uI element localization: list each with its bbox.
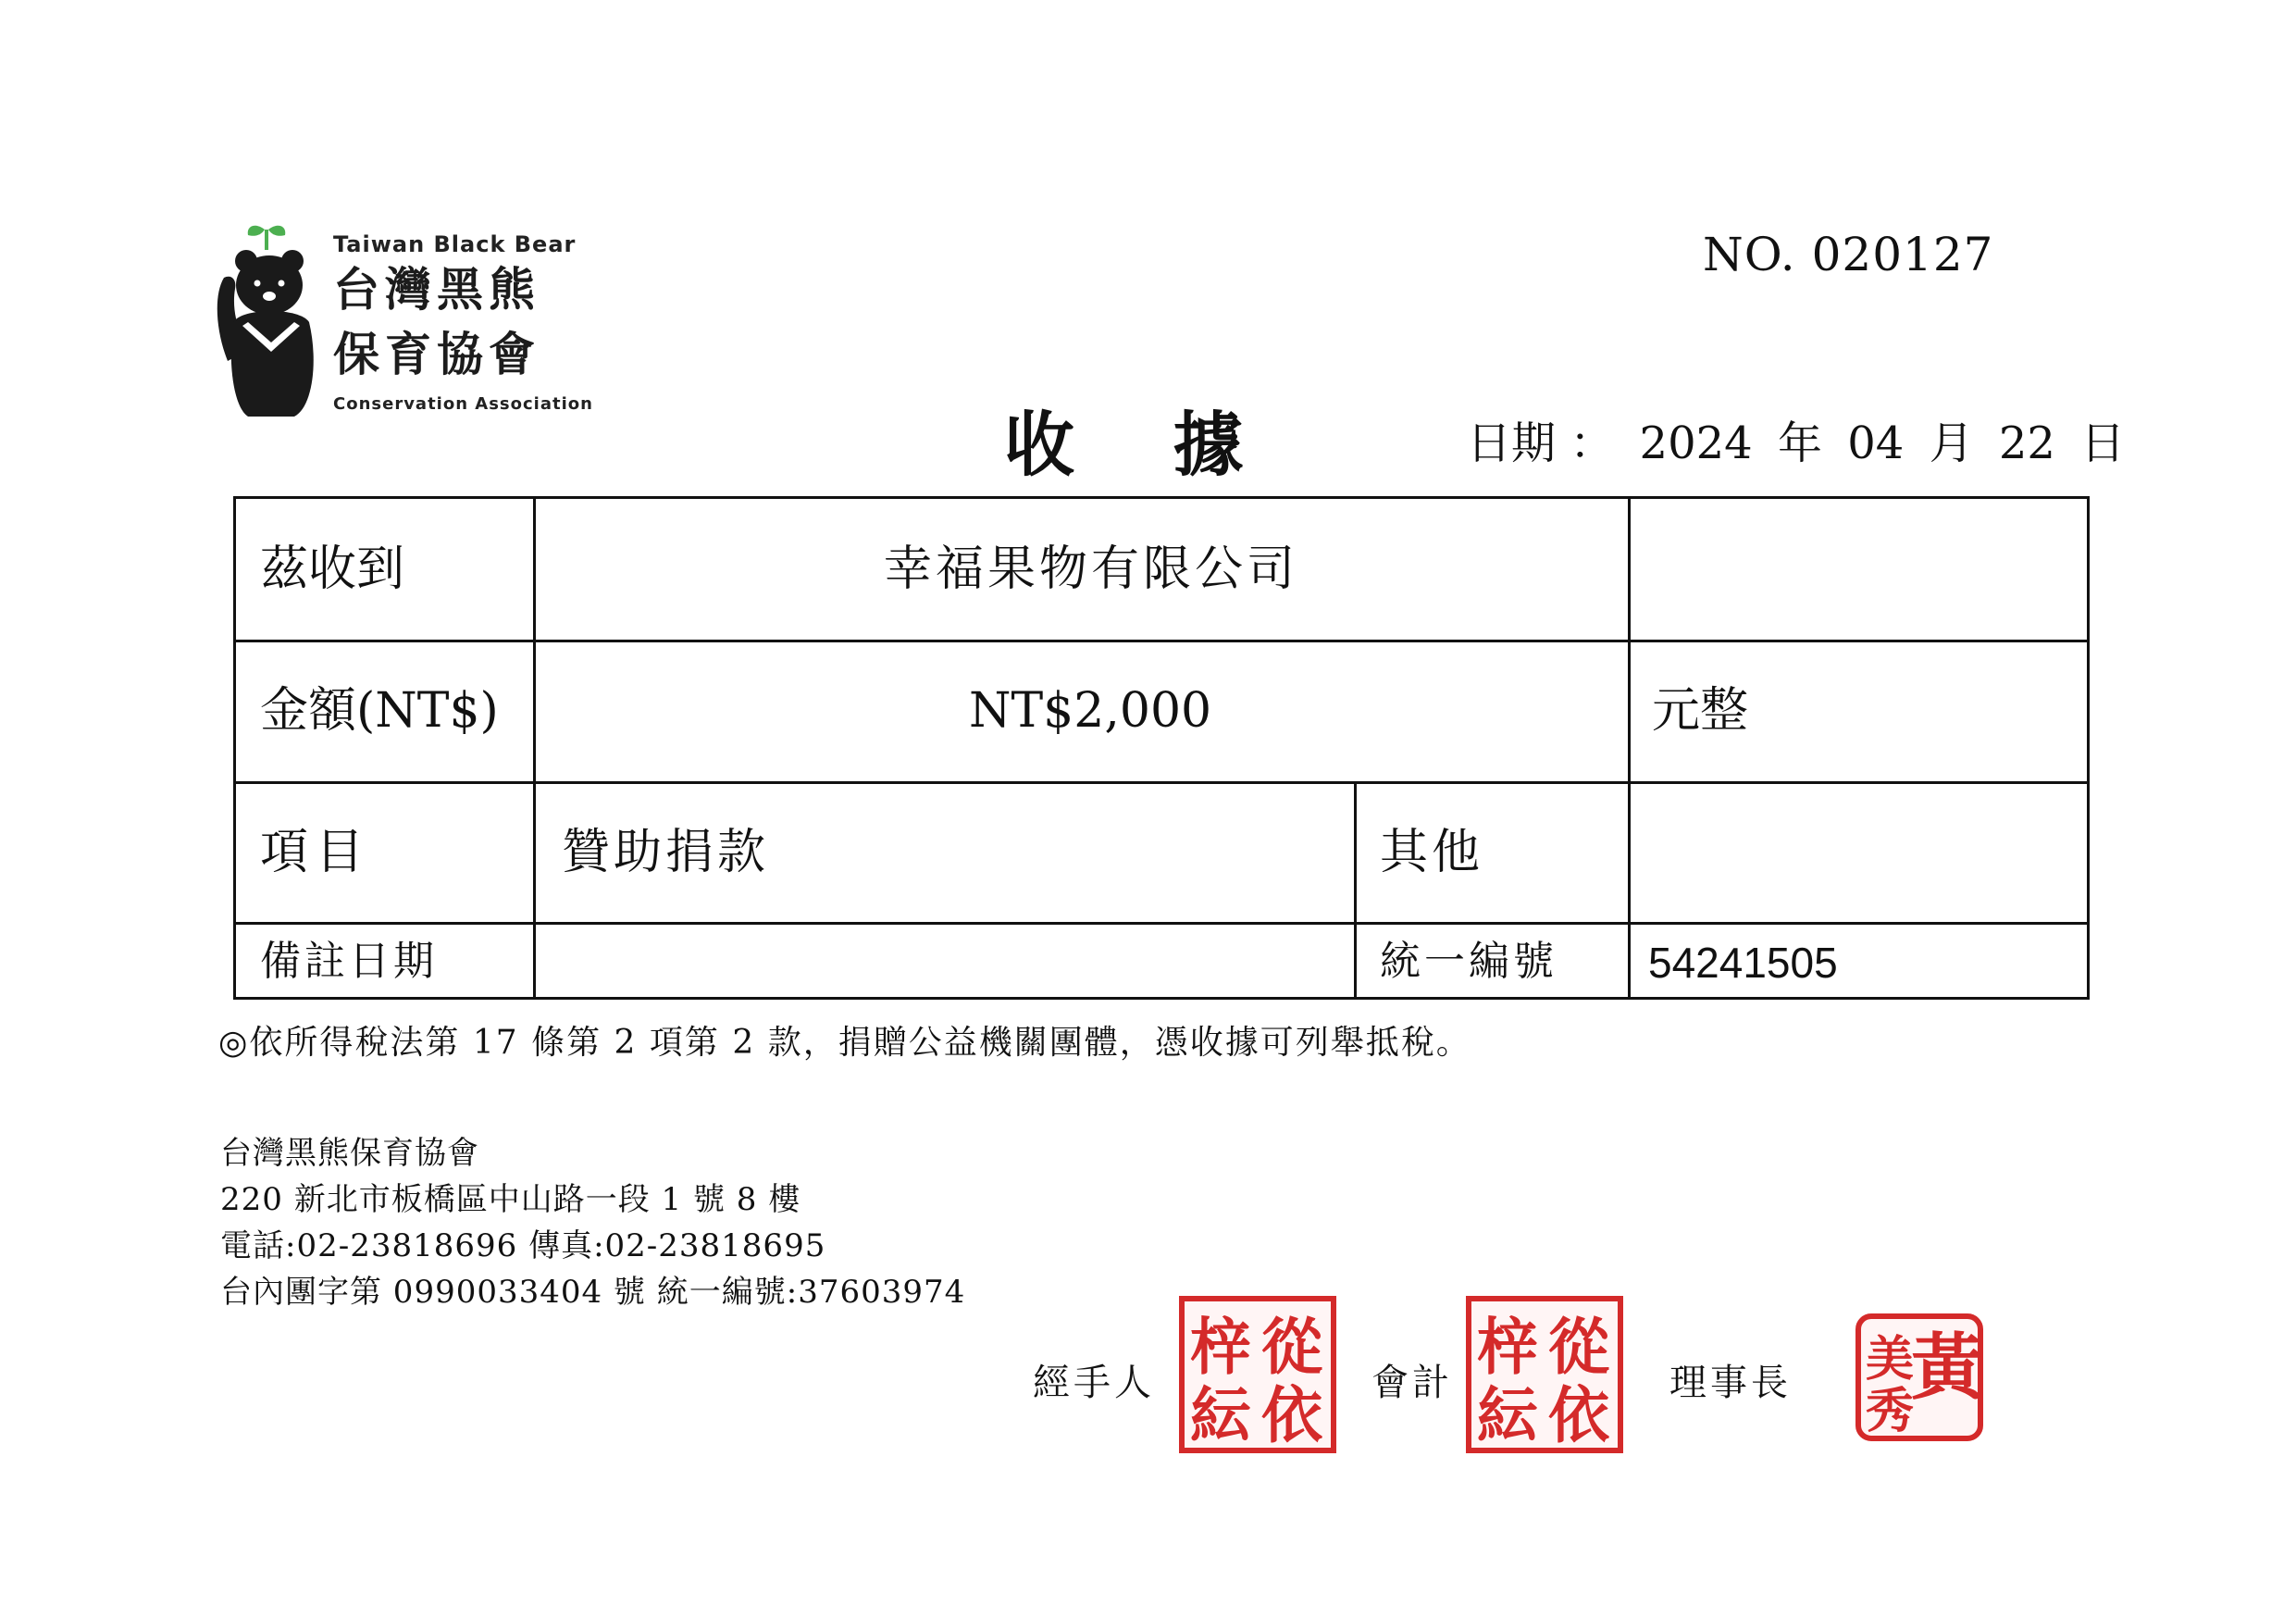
svg-text:黃: 黃 — [1910, 1326, 1984, 1410]
accountant-label: 會計 — [1371, 1362, 1453, 1404]
handler-seal-icon — [1179, 1296, 1336, 1453]
receipt-number: NO. 020127 — [1703, 228, 1994, 281]
organization-registration: 台內團字第 0990033404 號 統一編號:37603974 — [220, 1274, 966, 1311]
table-rule — [236, 922, 2087, 925]
tax-id-label: 統一編號 — [1380, 938, 1558, 985]
table-rule — [236, 640, 2087, 642]
svg-text:秀: 秀 — [1865, 1384, 1915, 1439]
tax-id-value: 54241505 — [1648, 939, 1838, 987]
svg-text:紜: 紜 — [1477, 1380, 1538, 1451]
date-day-unit: 日 — [2080, 417, 2126, 469]
amount-suffix: 元整 — [1652, 683, 1749, 739]
logo-english-name: Taiwan Black Bear — [333, 231, 577, 257]
amount-value: NT$2,000 — [969, 683, 1212, 739]
chairman-label: 理事長 — [1669, 1362, 1792, 1404]
organization-name: 台灣黑熊保育協會 — [220, 1135, 479, 1172]
date-year-unit: 年 — [1777, 417, 1822, 469]
document-title: 收 據 — [1004, 404, 1281, 486]
svg-text:從: 從 — [1548, 1312, 1609, 1383]
svg-text:紜: 紜 — [1190, 1380, 1251, 1451]
black-bear-icon — [211, 222, 331, 426]
other-label: 其他 — [1380, 825, 1484, 880]
svg-text:依: 依 — [1548, 1380, 1609, 1451]
organization-logo — [211, 222, 593, 426]
accountant-seal-icon — [1466, 1296, 1623, 1453]
handler-label: 經手人 — [1033, 1362, 1155, 1404]
received-from-value: 幸福果物有限公司 — [884, 541, 1299, 597]
table-rule — [533, 499, 536, 997]
remark-date-label: 備註日期 — [260, 938, 438, 985]
svg-text:美: 美 — [1865, 1332, 1915, 1388]
organization-address: 220 新北市板橋區中山路一段 1 號 8 樓 — [220, 1181, 801, 1218]
date-month-unit: 月 — [1929, 417, 1974, 469]
svg-text:從: 從 — [1261, 1312, 1322, 1383]
table-rule — [1628, 499, 1631, 781]
table-rule — [1628, 781, 1631, 997]
svg-text:梓: 梓 — [1477, 1312, 1538, 1383]
svg-text:依: 依 — [1261, 1380, 1322, 1451]
amount-label: 金額(NT$) — [260, 683, 499, 739]
date-month: 04 — [1847, 417, 1905, 469]
chairman-seal-icon — [1855, 1313, 1984, 1442]
tax-deduction-note: ◎依所得稅法第 17 條第 2 項第 2 款，捐贈公益機關團體，憑收據可列舉抵稅。 — [218, 1024, 1471, 1062]
received-from-label: 茲收到 — [260, 541, 405, 597]
table-rule — [1354, 781, 1357, 997]
logo-chinese-name-line2: 保育協會 — [333, 328, 540, 381]
item-label: 項目 — [260, 825, 372, 880]
receipt-table — [233, 496, 2090, 1000]
logo-chinese-name-line1: 台灣黑熊 — [333, 263, 540, 317]
svg-text:梓: 梓 — [1190, 1312, 1251, 1383]
date-label: 日期 ： — [1467, 417, 1615, 469]
date-day: 22 — [1998, 417, 2055, 469]
receipt-date — [1467, 407, 2136, 471]
item-value: 贊助捐款 — [562, 825, 770, 880]
logo-english-subtitle: Conservation Association — [333, 394, 593, 414]
table-rule — [236, 781, 2087, 784]
organization-contact: 電話:02-23818696 傳真:02-23818695 — [220, 1227, 826, 1264]
date-year: 2024 — [1639, 417, 1753, 469]
